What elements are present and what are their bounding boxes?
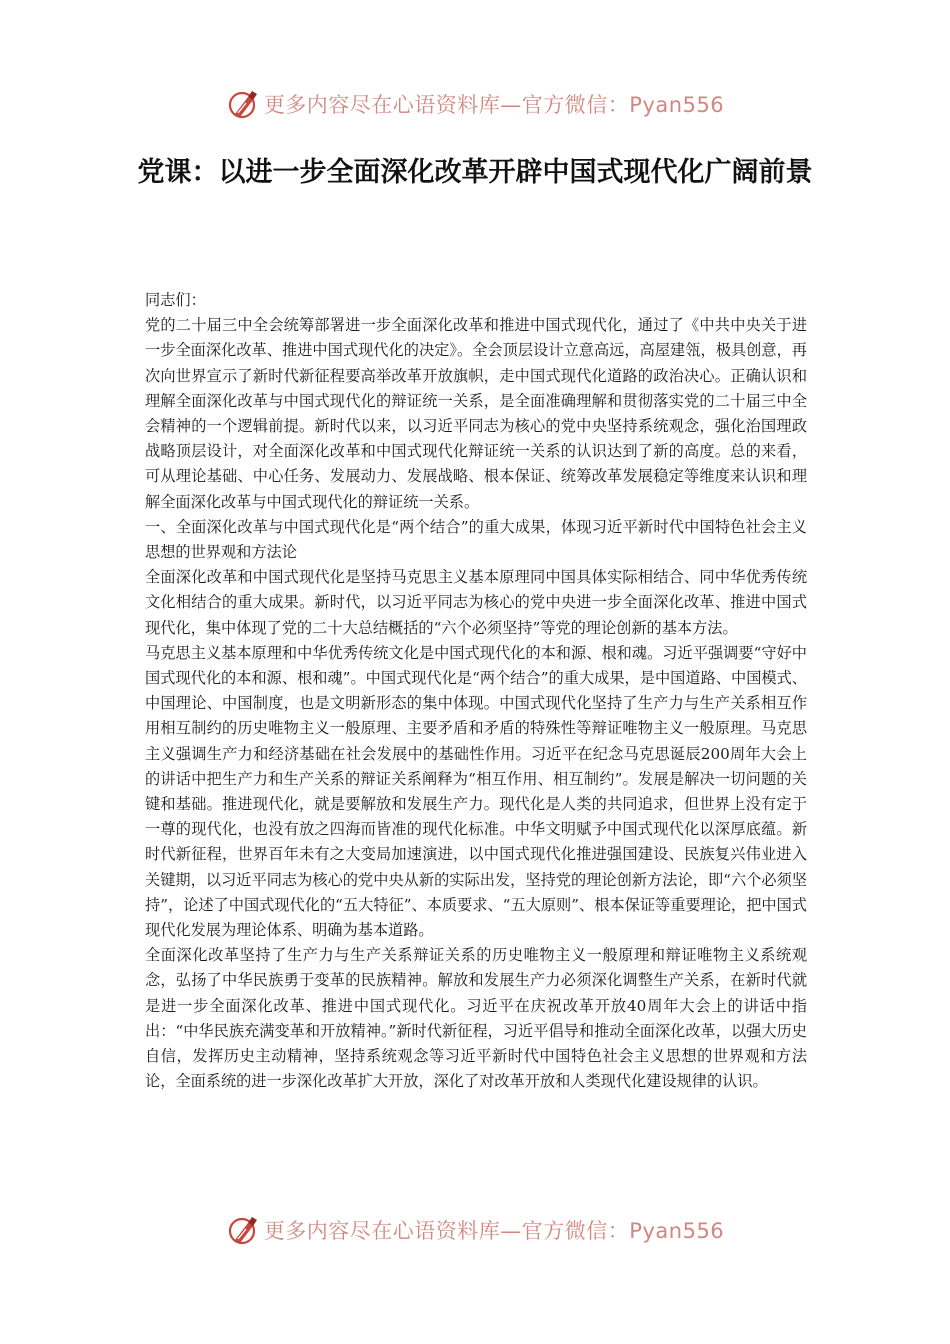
document-title: 党课：以进一步全面深化改革开辟中国式现代化广阔前景: [137, 157, 813, 188]
header-banner: [0, 82, 950, 126]
paragraph: 全面深化改革坚持了生产力与生产关系辩证关系的历史唯物主义一般原理和辩证唯物主义系统观念，弘扬了中华民族勇于变革的民族精神。解放和发展生产力必须深化调整生产关系，在新时代就是进一步全面深化改革、推进中国式现代化。习近平在庆祝改革开放40周年大会上的讲话中指出：“中华民族充满变革和开放精神。”新时代新征程，习近平倡导和推动全面深化改革，以强大历史自信，发挥历史主动精神，坚持系统观念等习近平新时代中国特色社会主义思想的世界观和方法论，全面系统的进一步深化改革扩大开放，深化了对改革开放和人类现代化建设规律的认识。: [145, 946, 807, 1091]
pen-nib-logo-icon: [226, 1213, 260, 1247]
paragraph: 马克思主义基本原理和中华优秀传统文化是中国式现代化的本和源、根和魂。习近平强调要“守好中国式现代化的本和源、根和魂”。中国式现代化是“两个结合”的重大成果，是中国道路、中国模式、中国理论、中国制度，也是文明新形态的集中体现。中国式现代化坚持了生产力与生产关系相互作用相互制约的历史唯物主义一般原理、主要矛盾和矛盾的特殊性等辩证唯物主义一般原理。马克思主义强调生产力和经济基础在社会发展中的基础性作用。习近平在纪念马克思诞辰200周年大会上的讲话中把生产力和生产关系的辩证关系阐释为“相互作用、相互制约”。发展是解决一切问题的关键和基础。推进现代化，就是要解放和发展生产力。现代化是人类的共同追求，但世界上没有定于一尊的现代化，也没有放之四海而皆准的现代化标准。中华文明赋予中国式现代化以深厚底蕴。新时代新征程，世界百年未有之大变局加速演进，以中国式现代化推进强国建设、民族复兴伟业进入关键期，以习近平同志为核心的党中央从新的实际出发，坚持党的理论创新方法论，即“六个必须坚持”，论述了中国式现代化的“五大特征”、本质要求、“五大原则”、根本保证等重要理论，把中国式现代化发展为理论体系、明确为基本道路。: [145, 643, 807, 940]
footer-banner: [0, 1208, 950, 1252]
paragraph: 党的二十届三中全会统筹部署进一步全面深化改革和推进中国式现代化，通过了《中共中央关于进一步全面深化改革、推进中国式现代化的决定》。全会顶层设计立意高远，高屋建瓴，极具创意，再次向世界宣示了新时代新征程要高举改革开放旗帜，走中国式现代化道路的政治决心。正确认识和理解全面深化改革与中国式现代化的辩证统一关系，是全面准确理解和贯彻落实党的二十届三中全会精神的一个逻辑前提。新时代以来，以习近平同志为核心的党中央坚持系统观念，强化治国理政战略顶层设计，对全面深化改革和中国式现代化辩证统一关系的认识达到了新的高度。总的来看，可从理论基础、中心任务、发展动力、发展战略、根本保证、统筹改革发展稳定等维度来认识和理解全面深化改革与中国式现代化的辩证统一关系。: [145, 316, 807, 511]
paragraph: 全面深化改革和中国式现代化是坚持马克思主义基本原理同中国具体实际相结合、同中华优秀传统文化相结合的重大成果。新时代，以习近平同志为核心的党中央进一步全面深化改革、推进中国式现代化，集中体现了党的二十大总结概括的“六个必须坚持”等党的理论创新的基本方法。: [145, 568, 807, 637]
greeting: 同志们：: [145, 291, 206, 309]
document-body: [145, 288, 807, 1095]
banner-text: 更多内容尽在心语资料库—官方微信：Pyan556: [263, 93, 725, 117]
pen-nib-logo-icon: [226, 87, 260, 121]
section-heading: 一、全面深化改革与中国式现代化是“两个结合”的重大成果，体现习近平新时代中国特色社会主义思想的世界观和方法论: [145, 517, 807, 562]
banner-text: 更多内容尽在心语资料库—官方微信：Pyan556: [263, 1219, 725, 1243]
